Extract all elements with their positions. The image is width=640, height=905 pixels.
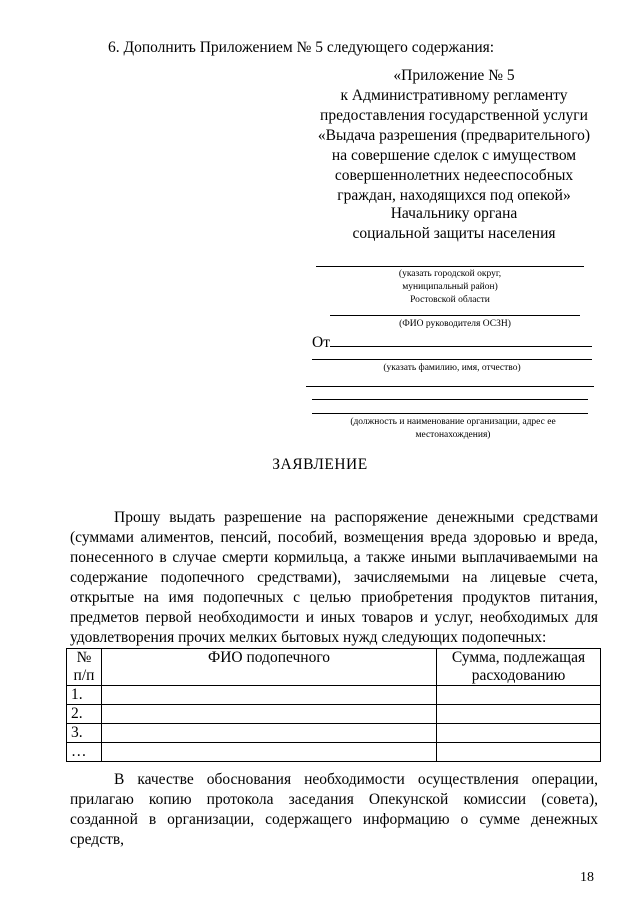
- justification-paragraph: [70, 770, 598, 850]
- amount-cell[interactable]: [437, 743, 601, 762]
- appendix-line: предоставления государственной услуги: [320, 107, 588, 124]
- district-hint-line: Ростовской области: [410, 295, 490, 305]
- name-cell[interactable]: [102, 705, 437, 724]
- appendix-header: [316, 66, 592, 206]
- justification-text: В качестве обоснования необходимости осуществления операции, прилагаю копию протокола заседания Опекунской комиссии (совета), созданной в организации, содержащего информацию о сумме денежных средств,: [70, 771, 598, 848]
- from-field-line-2[interactable]: [312, 359, 592, 360]
- document-title: ЗАЯВЛЕНИЕ: [272, 456, 368, 473]
- head-field-line[interactable]: [330, 315, 580, 316]
- row-number: 1.: [67, 686, 102, 705]
- table-row: [67, 724, 601, 743]
- from-field-line-1[interactable]: [330, 346, 592, 347]
- position-hint-line: (должность и наименование организации, адрес ее: [350, 417, 556, 427]
- amount-cell[interactable]: [437, 705, 601, 724]
- item-6-heading: 6. Дополнить Приложением № 5 следующего содержания:: [108, 39, 495, 56]
- addressee-block: [336, 204, 572, 244]
- addressee-line: социальной защиты населения: [352, 225, 556, 242]
- appendix-line: совершеннолетних недееспособных: [334, 167, 574, 184]
- position-hint-line: местонахождения): [415, 430, 491, 440]
- row-number: …: [67, 743, 102, 762]
- position-hint: [312, 416, 594, 442]
- row-number: 3.: [67, 724, 102, 743]
- header-name: ФИО подопечного: [102, 649, 437, 686]
- name-cell[interactable]: [102, 724, 437, 743]
- name-cell[interactable]: [102, 743, 437, 762]
- wards-table: [66, 648, 601, 762]
- header-number: № п/п: [67, 649, 102, 686]
- head-hint: (ФИО руководителя ОСЗН): [399, 319, 511, 329]
- district-hint-line: муниципальный район): [402, 282, 498, 292]
- position-field-line-3[interactable]: [312, 413, 588, 414]
- appendix-line: «Приложение № 5: [393, 67, 515, 84]
- from-label: От: [312, 334, 330, 351]
- district-hint: [316, 268, 584, 307]
- page-number: 18: [580, 870, 594, 885]
- request-text: Прошу выдать разрешение на распоряжение денежными средствами (суммами алиментов, пенсий, пособий, возмещения вреда здоровью и вреда, понесенного в случае смерти кормильца, а также иными выплачиваемыми на содержание подопечного средствами), зачисляемыми на лицевые счета, открытые на имя подопечных с целью приобретения продуктов питания, предметов первой необходимости и иных товаров и услуг, необходимых для удовлетворения прочих мелких бытовых нужд следующих подопечных:: [70, 509, 598, 646]
- request-paragraph: [70, 508, 598, 648]
- header-amount: Сумма, подлежащая расходованию: [437, 649, 601, 686]
- table-row: [67, 705, 601, 724]
- district-hint-line: (указать городской округ,: [398, 269, 502, 279]
- addressee-line: Начальнику органа: [390, 205, 518, 222]
- position-field-line-1[interactable]: [306, 386, 594, 387]
- amount-cell[interactable]: [437, 724, 601, 743]
- name-cell[interactable]: [102, 686, 437, 705]
- row-number: 2.: [67, 705, 102, 724]
- name-hint: (указать фамилию, имя, отчество): [383, 363, 521, 373]
- position-field-line-2[interactable]: [312, 399, 588, 400]
- appendix-line: к Административному регламенту: [340, 87, 568, 104]
- amount-cell[interactable]: [437, 686, 601, 705]
- appendix-line: граждан, находящихся под опекой»: [337, 187, 571, 204]
- table-row: [67, 686, 601, 705]
- table-header-row: [67, 649, 601, 686]
- appendix-line: «Выдача разрешения (предварительного): [317, 127, 591, 144]
- appendix-line: на совершение сделок с имуществом: [331, 147, 577, 164]
- district-field-line[interactable]: [316, 266, 584, 267]
- table-row: [67, 743, 601, 762]
